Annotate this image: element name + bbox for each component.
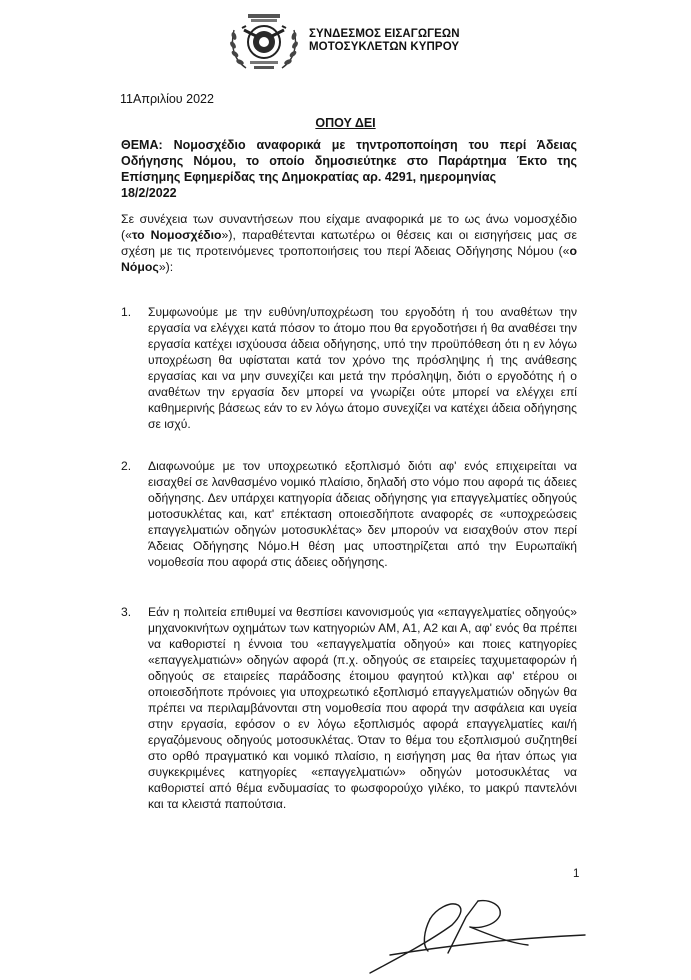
subject-block (121, 137, 577, 201)
subject-date: 18/2/2022 (121, 186, 177, 200)
letter-heading: ΟΠΟΥ ΔΕΙ (315, 116, 376, 130)
point-number: 1. (121, 305, 132, 319)
intro-text-1: Σε συνέχεια των συναντήσεων που είχαμε αναφορικά με το ως άνω νομοσχέδιο (« (121, 212, 577, 242)
numbered-point-3 (121, 604, 577, 812)
intro-text-3: »): (158, 260, 174, 274)
association-logo (226, 8, 302, 74)
intro-bold-bill: το Νομοσχέδιο (131, 228, 222, 242)
page-number: 1 (573, 868, 580, 880)
numbered-point-2 (121, 458, 577, 570)
letter-date: 11Απριλίου 2022 (120, 92, 214, 106)
organization-name-line2: ΜΟΤΟΣΥΚΛΕΤΩΝ ΚΥΠΡΟΥ (309, 41, 460, 53)
point-number: 2. (121, 459, 132, 473)
numbered-point-1 (121, 304, 577, 432)
subject-text: ΘΕΜΑ: Νομοσχέδιο αναφορικά με τηντροποποίηση του περί Άδειας Οδήγησης Νόμου, το οποίο δημοσιεύτηκε στο Παράρτημα Έκτο της Επίσημης Εφημερίδας της Δημοκρατίας αρ. 4291, ημερομηνίας (121, 138, 577, 184)
point-number: 3. (121, 605, 132, 619)
point-text: Διαφωνούμε με τον υποχρεωτικό εξοπλισμό διότι αφ' ενός επιχειρείται να εισαχθεί σε λανθασμένο νομικό πλαίσιο, δηλαδή στο νόμο που αφορά τις άδειες οδήγησης. Δεν υπάρχει κατηγορία άδειας οδήγησης για επαγγελματίες οδηγούς μοτοσυκλέτας και, κατ' επέκταση οποιεσδήποτε αναφορές σε «υποχρεώσεις επαγγελματιών οδηγών μοτοσυκλέτας» δεν μπορούν να εισαχθούν στον περί Άδειας Οδήγησης Νόμο.Η θέση μας υποστηρίζεται από την Ευρωπαϊκή νομοθεσία που αφορά στις άδειες οδήγησης. (148, 459, 577, 569)
intro-bold-law: ο Νόμος (121, 244, 577, 274)
organization-name-line1: ΣΥΝΔΕΣΜΟΣ ΕΙΣΑΓΩΓΕΩΝ (309, 28, 460, 40)
intro-paragraph (121, 211, 577, 275)
point-text: Συμφωνούμε με την ευθύνη/υποχρέωση του εργοδότη ή του αναθέτων την εργασία να ελέγχει κατά πόσον το άτομο που θα εργοδοτήσει ή θα αναθέσει την εργασία κατέχει ισχύουσα άδεια οδήγησης, υπό την προϋπόθεση ότι η εν λόγω υποχρέωση θα υφίσταται κατά τον χρόνο της πρόσληψης ή της ανάθεσης εργασίας και να μην συνεχίζει και μετά την πρόσληψη, διότι ο εργοδότης ή ο αναθέτων την εργασία δεν μπορεί να γνωρίζει ούτε μπορεί να ελέγχει επί καθημερινής βάσεως εάν το εν λόγω άτομο συνεχίζει να κατέχει άδεια οδήγησης σε ισχύ. (148, 305, 577, 431)
point-text: Εάν η πολιτεία επιθυμεί να θεσπίσει κανονισμούς για «επαγγελματίες οδηγούς» μηχανοκινήτων οχημάτων των κατηγοριών ΑΜ, Α1, Α2 και Α, αφ' ενός θα πρέπει να καθοριστεί η έννοια του «επαγγελματία οδηγού» και ποιες κατηγορίες «επαγγελματιών» οδηγών αφορά (π.χ. οδηγούς σε εταιρείες ταχυμεταφορών ή οδηγούς σε εταιρείες παράδοσης έτοιμου φαγητού κτλ)και αφ' ετέρου οι οποιεσδήποτε πρόνοιες για υποχρεωτικό εξοπλισμό επαγγελματιών οδηγών θα πρέπει να περιλαμβάνονται στη νομοθεσία που αφορά την ασφάλεια και υγεία στην εργασία, εφόσον ο εν λόγω εξοπλισμός αφορά επαγγελματίες και/ή εργαζόμενους οδηγούς μοτοσυκλέτας. Όταν το θέμα του εξοπλισμού συζητηθεί στο ορθό πραγματικό και νομικό πλαίσιο, η εισήγηση μας θα ήταν όπως για συγκεκριμένες κατηγορίες «επαγγελματιών» οδηγών μοτοσυκλέτας να καθοριστεί από θέμα ενδυμασίας το φωσφορούχο γιλέκο, το μακρύ παντελόνι και τα κλειστά παπούτσια. (148, 605, 577, 811)
handwritten-signature (360, 895, 590, 975)
intro-text-2: »), παραθέτενται κατωτέρω οι θέσεις και οι εισηγήσεις μας σε σχέση με τις προτεινόμενες τροποποιήσεις του περί Άδειας Οδήγησης Νόμου (« (121, 228, 577, 258)
organization-name (309, 28, 460, 54)
